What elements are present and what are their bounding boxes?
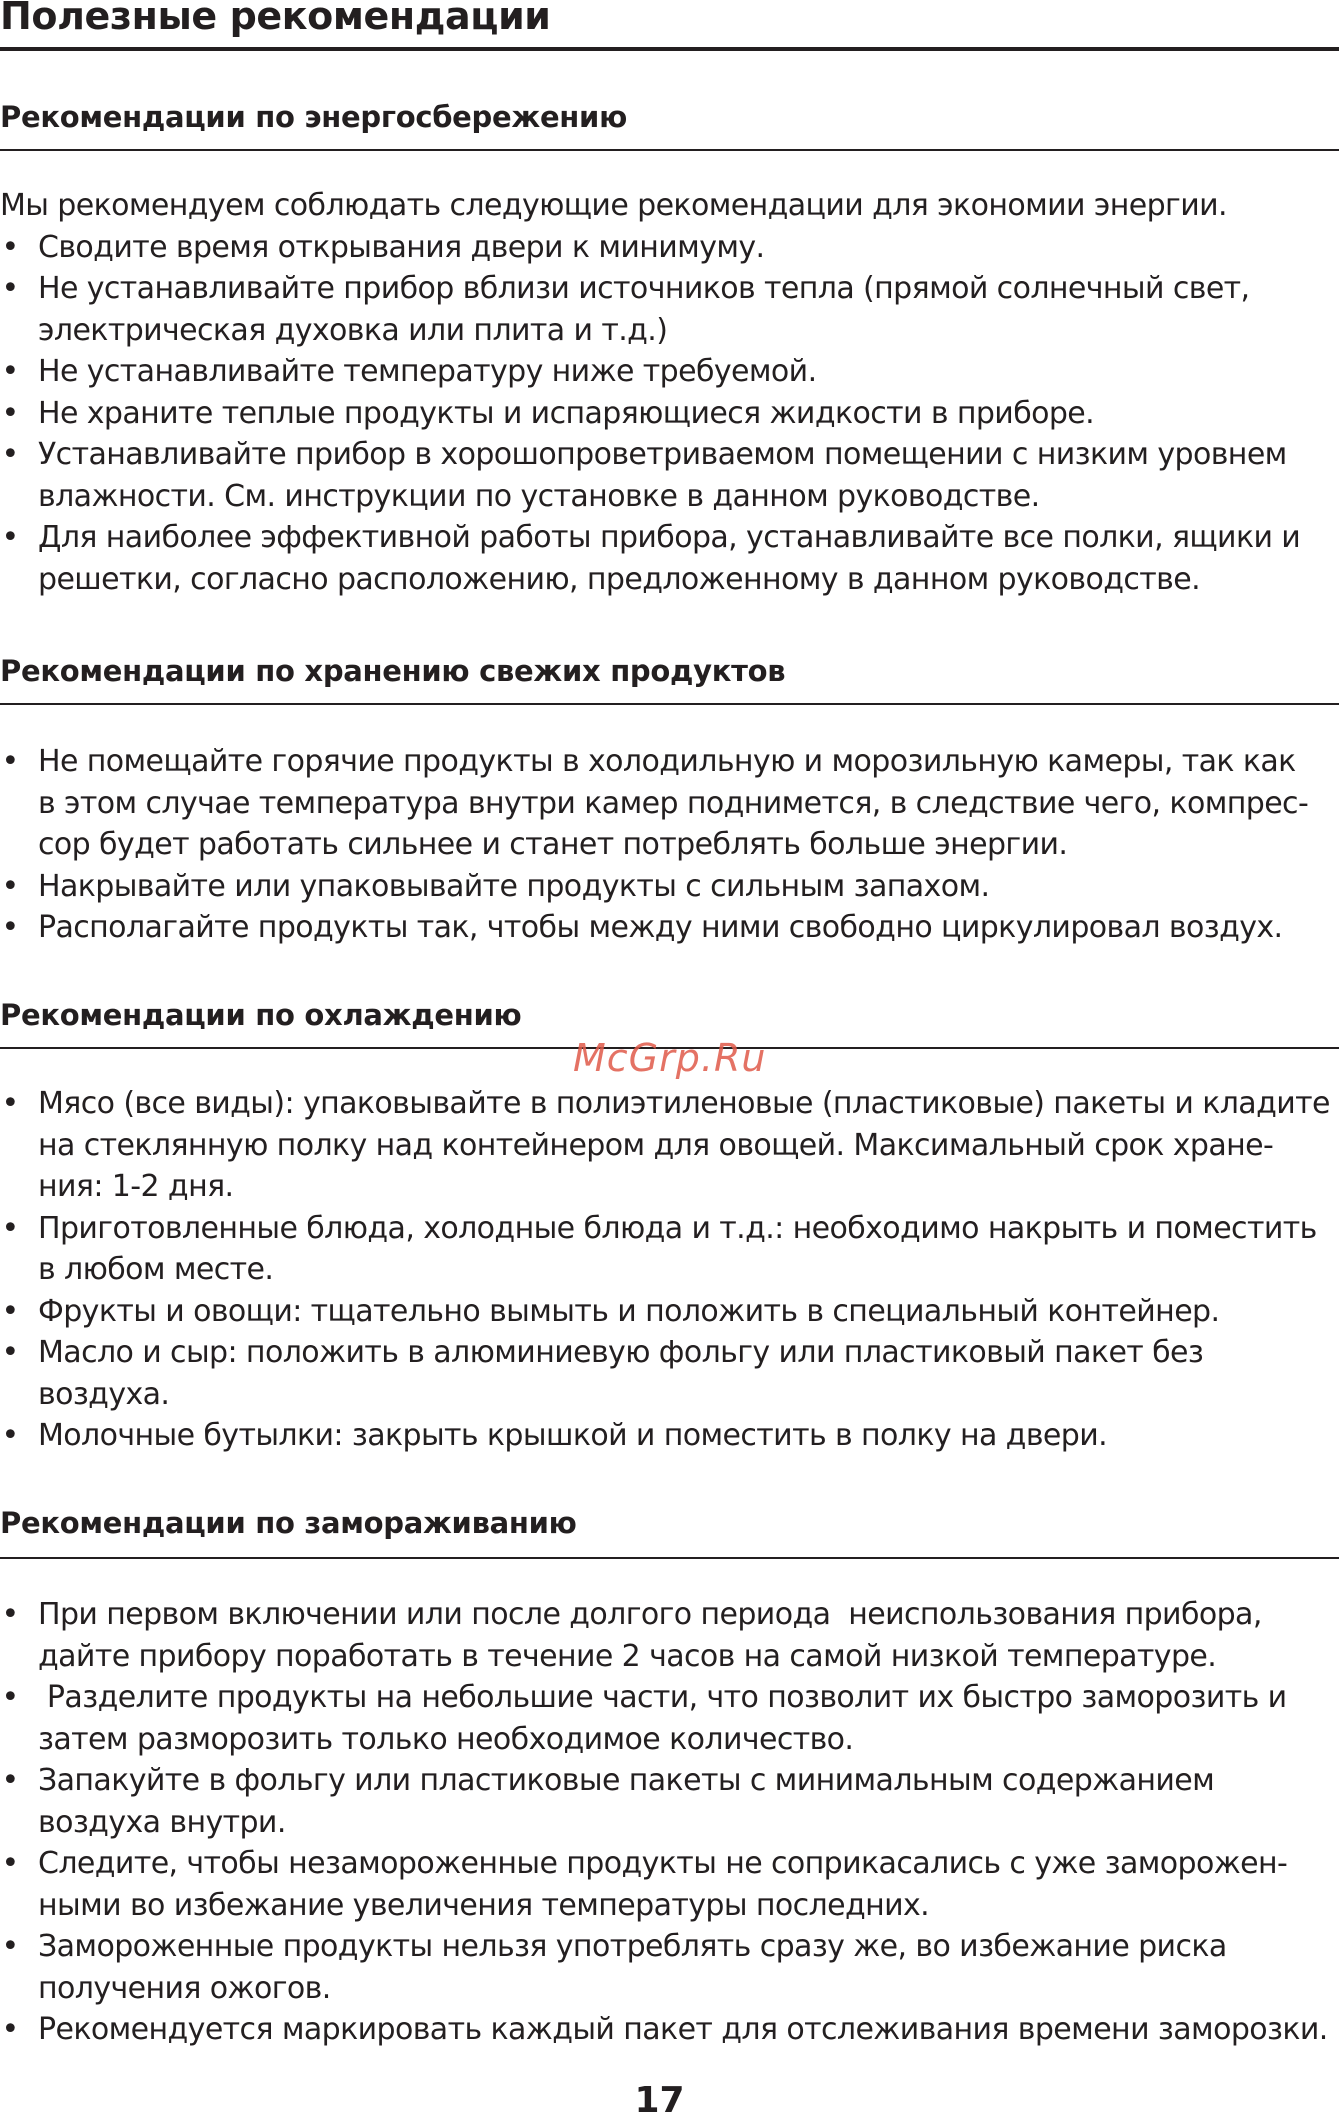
list-item [0,1208,1335,1291]
list-item-line: получения ожогов. [38,1970,331,2006]
list-item-line: Масло и сыр: положить в алюминиевую фольгу или пластиковый пакет без [38,1335,1204,1370]
list-item-line: При первом включении или после долгого периода неиспользования прибора, [38,1597,1262,1632]
section-divider [0,703,1339,705]
section-body-cooling [0,1083,1335,1457]
bullet-icon: • [1,354,19,389]
list-item-line: влажности. См. инструкции по установке в данном руководстве. [38,478,1040,514]
list-item [0,2009,1335,2051]
list-item [0,434,1335,517]
bullet-list [0,1594,1335,2051]
list-item-line: Рекомендуется маркировать каждый пакет для отслеживания времени заморозки. [38,2012,1328,2047]
bullet-icon: • [1,437,19,472]
bullet-icon: • [1,1680,19,1715]
list-item-line: в любом месте. [38,1252,274,1287]
bullet-icon: • [1,395,19,431]
list-item-line: Сводите время открывания двери к минимуму. [38,229,765,265]
section-divider [0,149,1339,151]
list-item-line: воздуха. [38,1376,170,1412]
section-body-freezing [0,1594,1335,2051]
bullet-icon: • [1,744,19,779]
list-item-line: электрическая духовка или плита и т.д.) [38,312,668,348]
list-item [0,1677,1335,1760]
list-item [0,1760,1335,1843]
section-divider [0,1557,1339,1559]
bullet-icon: • [1,1335,19,1370]
list-item-line: Мясо (все виды): упаковывайте в полиэтиленовые (пластиковые) пакеты и кладите [38,1086,1330,1121]
list-item-line: Накрывайте или упаковывайте продукты с сильным запахом. [38,868,990,904]
watermark: McGrp.Ru [573,1036,767,1080]
list-item-line: Фрукты и овощи: тщательно вымыть и положить в специальный контейнер. [38,1293,1220,1329]
list-item [0,517,1335,600]
bullet-icon: • [1,2012,19,2047]
list-item-line: Располагайте продукты так, чтобы между ними свободно циркулировал воздух. [38,910,1283,945]
section-body-energy-saving [0,185,1335,600]
bullet-icon: • [1,1418,19,1453]
bullet-icon: • [1,1597,19,1632]
list-item [0,1594,1335,1677]
list-item [0,1843,1335,1926]
list-item [0,227,1335,269]
list-item-line: в этом случае температура внутри камер поднимется, в следствие чего, компрес- [38,785,1309,821]
bullet-icon: • [1,1210,19,1246]
list-item-line: на стеклянную полку над контейнером для овощей. Максимальный срок хране- [38,1127,1274,1163]
bullet-icon: • [1,520,19,555]
list-item-line: Не устанавливайте прибор вблизи источников тепла (прямой солнечный свет, [38,271,1250,306]
list-item [0,1926,1335,2009]
bullet-icon: • [1,910,19,945]
section-heading-energy-saving: Рекомендации по энергосбережению [0,100,627,134]
bullet-icon: • [1,1763,19,1798]
section-heading-fresh-food-storage: Рекомендации по хранению свежих продуктов [0,654,786,688]
page-title: Полезные рекомендации [0,0,551,38]
list-item [0,268,1335,351]
list-item [0,1291,1335,1333]
list-item [0,1332,1335,1415]
section-intro: Мы рекомендуем соблюдать следующие рекомендации для экономии энергии. [0,188,1227,223]
list-item-line: сор будет работать сильнее и станет потреблять больше энергии. [38,827,1068,862]
list-item-line: решетки, согласно расположению, предложенному в данном руководстве. [38,561,1201,597]
list-item [0,1415,1335,1457]
list-item-line: ными во избежание увеличения температуры последних. [38,1887,930,1923]
list-item-line: ния: 1-2 дня. [38,1169,234,1204]
title-divider [0,47,1339,51]
list-item [0,393,1335,435]
bullet-list [0,227,1335,601]
list-item [0,741,1335,866]
list-item-line: воздуха внутри. [38,1804,286,1840]
list-item-line: Разделите продукты на небольшие части, что позволит их быстро заморозить и [38,1680,1287,1715]
bullet-icon: • [1,1086,19,1121]
section-heading-freezing: Рекомендации по замораживанию [0,1506,577,1540]
bullet-icon: • [1,1929,19,1964]
list-item-line: Замороженные продукты нельзя употреблять сразу же, во избежание риска [38,1929,1227,1964]
bullet-icon: • [1,1293,19,1329]
bullet-icon: • [1,868,19,904]
list-item [0,1083,1335,1208]
list-item-line: Запакуйте в фольгу или пластиковые пакеты с минимальным содержанием [38,1763,1215,1798]
list-item-line: Устанавливайте прибор в хорошопроветриваемом помещении с низким уровнем [38,437,1287,472]
list-item-line: Не помещайте горячие продукты в холодильную и морозильную камеры, так как [38,744,1296,779]
list-item-line: Не храните теплые продукты и испаряющиеся жидкости в приборе. [38,395,1095,431]
bullet-icon: • [1,229,19,265]
list-item [0,907,1335,949]
section-heading-cooling: Рекомендации по охлаждению [0,998,522,1032]
list-item-line: Приготовленные блюда, холодные блюда и т.д.: необходимо накрыть и поместить [38,1210,1317,1246]
list-item-line: Молочные бутылки: закрыть крышкой и поместить в полку на двери. [38,1418,1108,1453]
bullet-list [0,741,1335,949]
section-body-fresh-food-storage [0,741,1335,949]
list-item [0,351,1335,393]
list-item-line: Для наиболее эффективной работы прибора, устанавливайте все полки, ящики и [38,520,1301,555]
list-item-line: затем разморозить только необходимое количество. [38,1721,854,1757]
list-item [0,866,1335,908]
page-number [0,2081,1339,2121]
list-item-line: Не устанавливайте температуру ниже требуемой. [38,354,817,389]
bullet-icon: • [1,271,19,306]
page-number-text: 17 [634,2080,685,2121]
list-item-line: Следите, чтобы незамороженные продукты не соприкасались с уже заморожен- [38,1846,1288,1881]
bullet-list [0,1083,1335,1457]
list-item-line: дайте прибору поработать в течение 2 часов на самой низкой температуре. [38,1638,1217,1674]
bullet-icon: • [1,1846,19,1881]
